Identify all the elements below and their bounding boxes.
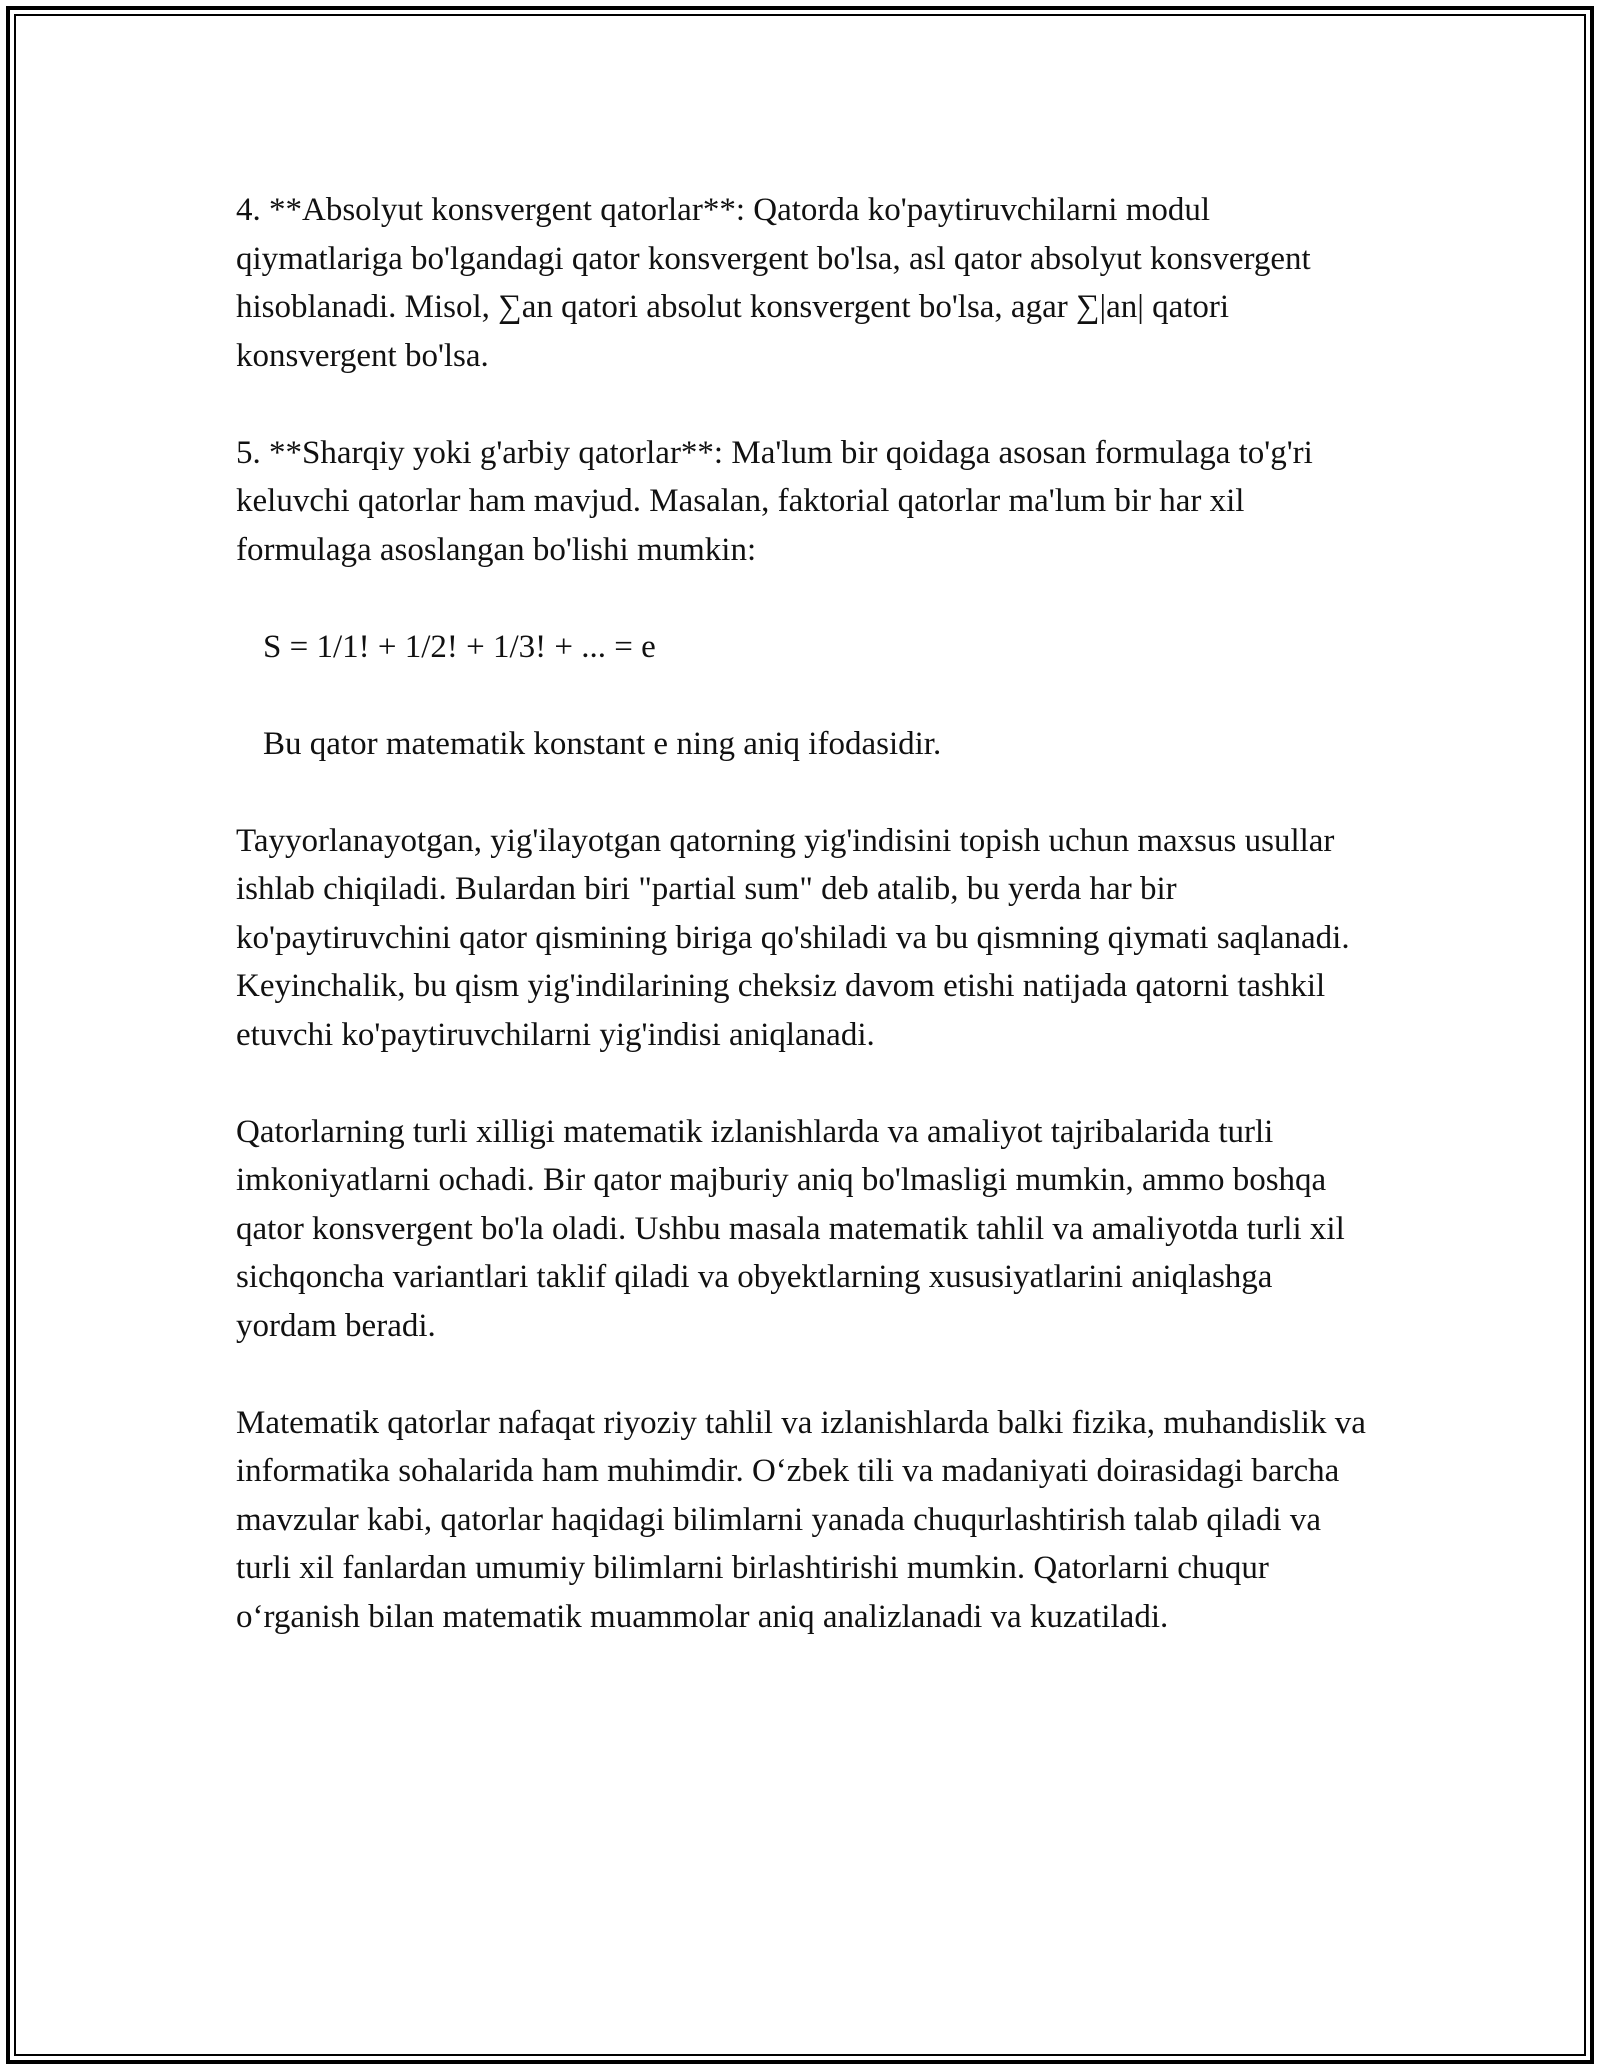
paragraph-partial-sum: Tayyorlanayotgan, yig'ilayotgan qatorning yig'indisini topish uchun maxsus usullar ishlab chiqiladi. Bulardan biri "partial sum" deb atalib, bu yerda har bir ko'paytiruvchini qator qismining biriga qo'shiladi va bu qismning qiymati saqlanadi. Keyinchalik, bu qism yig'indilarining cheksiz davom etishi natijada qatorni tashkil etuvchi ko'paytiruvchilarni yig'indisi aniqlanadi. (236, 822, 1350, 1053)
paragraph-series-variety: Qatorlarning turli xilligi matematik izlanishlarda va amaliyot tajribalarida turli imkoniyatlarni ochadi. Bir qator majburiy aniq bo'lmasligi mumkin, ammo boshqa qator konsvergent bo'la oladi. Ushbu masala matematik tahlil va amaliyotda turli xil sichqoncha variantlari taklif qiladi va obyektlarning xususiyatlarini aniqlashga yordam beradi. (236, 1113, 1345, 1344)
formula-e-series: S = 1/1! + 1/2! + 1/3! + ... = e (263, 628, 656, 665)
paragraph-absolute-convergent: 4. **Absolyut konsvergent qatorlar**: Qatorda ko'paytiruvchilarni modul qiymatlariga bo'lgandagi qator konsvergent bo'lsa, asl qator absolyut konsvergent hisoblanadi. Misol, ∑an qatori absolut konsvergent bo'lsa, agar ∑|an| qatori konsvergent bo'lsa. (236, 192, 1311, 374)
formula-note: Bu qator matematik konstant e ning aniq ifodasidir. (263, 725, 942, 762)
paragraph-eastern-western-series: 5. **Sharqiy yoki g'arbiy qatorlar**: Ma'lum bir qoidaga asosan formulaga to'g'ri keluvchi qatorlar ham mavjud. Masalan, faktorial qatorlar ma'lum bir har xil formulaga asoslangan bo'lishi mumkin: (236, 434, 1313, 568)
paragraph-conclusion: Matematik qatorlar nafaqat riyoziy tahlil va izlanishlarda balki fizika, muhandislik va informatika sohalarida ham muhimdir. O‘zbek tili va madaniyati doirasidagi barcha mavzular kabi, qatorlar haqidagi bilimlarni yanada chuqurlashtirish talab qiladi va turli xil fanlardan umumiy bilimlarni birlashtirishi mumkin. Qatorlarni chuqur o‘rganish bilan matematik muammolar aniq analizlanadi va kuzatiladi. (236, 1404, 1366, 1635)
document-body (236, 186, 1376, 1641)
